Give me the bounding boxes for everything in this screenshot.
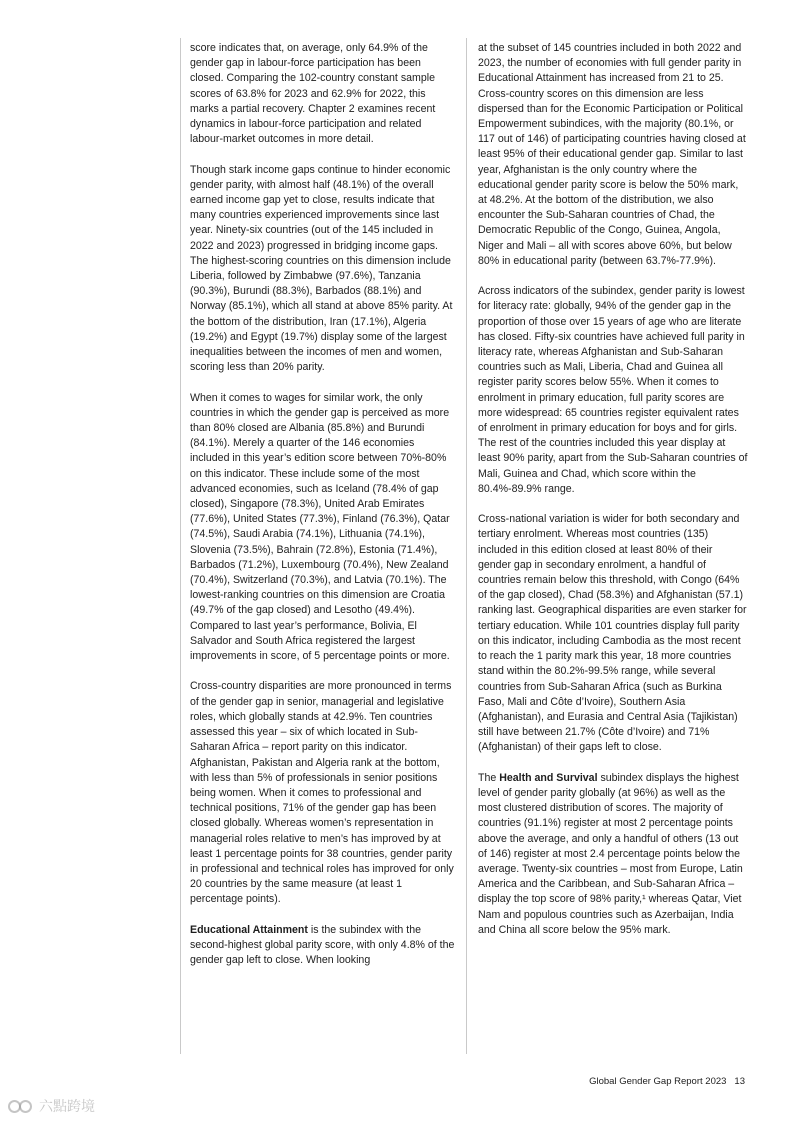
- educational-attainment-heading: Educational Attainment: [190, 923, 308, 936]
- health-survival-heading: Health and Survival: [499, 771, 598, 784]
- paragraph-text: is the subindex with the second-highest global parity score, with only 4.8% of the gender gap left to close. When looking: [190, 923, 455, 967]
- report-title: Global Gender Gap Report 2023: [589, 1076, 727, 1087]
- paragraph-text: The: [478, 771, 500, 784]
- paragraph: Across indicators of the subindex, gender parity is lowest for literacy rate: globally, 94% of the gender gap in the proportion of those over 15 years of age who are literate has closed. Fifty-six countries have achieved full parity in literacy rate, whereas Afghanistan and Sub-Saharan countries such as Mali, Liberia, Chad and Guinea all register parity scores below 55%. When it comes to enrolment in primary education, full parity scores are more widespread: 65 countries register equivalent rates of enrolment in primary education for boys and for girls. The rest of the countries included this year display at least 90% parity, apart from the Sub-Saharan countries of Mali, Guinea and Chad, which score within the 80.4%-89.9% range.: [478, 285, 748, 495]
- watermark-text: 六點跨境: [39, 1099, 95, 1115]
- watermark: [8, 1096, 95, 1116]
- paragraph: When it comes to wages for similar work, the only countries in which the gender gap is perceived as more than 80% closed are Albania (85.8%) and Burundi (84.1%). Merely a quarter of the 146 economies included in this year’s edition score between 70%-80% on this indicator. These include some of the most advanced economies, such as Iceland (78.4% of gap closed), Singapore (78.3%), United Arab Emirates (77.6%), United States (77.3%), Finland (76.3%), Qatar (74.5%), Saudi Arabia (74.1%), Lithuania (74.1%), Slovenia (73.5%), Bahrain (72.8%), Estonia (71.4%), Barbados (71.2%), Luxembourg (70.4%), New Zealand (70.4%), Switzerland (70.3%), and Latvia (70.1%). The lowest-ranking countries on this dimension are Croatia (49.7% of the gap closed) and Lesotho (49.4%). Compared to last year’s performance, Bolivia, El Salvador and South Africa registered the largest improvements in score, of 5 percentage points or more.: [190, 391, 450, 663]
- paragraph: Cross-country disparities are more pronounced in terms of the gender gap in senior, managerial and legislative roles, which globally stands at 42.9%. Ten countries assessed this year – six of which located in Sub-Saharan Africa – report parity on this indicator. Afghanistan, Pakistan and Algeria rank at the bottom, with less than 5% of professionals in senior positions being women. When it comes to professional and technical positions, 71% of the gender gap has been closed globally. Whereas women’s representation in managerial roles relative to men’s has improved by at least 1 percentage points for 38 countries, gender parity in professional and technical roles has improved for only 20 countries by the same measure (at least 1 percentage points).: [190, 680, 454, 906]
- paragraph: [478, 771, 748, 938]
- left-column: [190, 41, 456, 984]
- paragraph-text: subindex displays the highest level of gender parity globally (at 96%) as well as the most clustered distribution of scores. The majority of countries (91.1%) register at most 2 percentage points above the average, and only a handful of others (13 out of 146) register at most 2.4 percentage points below the average. Twenty-six countries – most from Europe, Latin America and the Caribbean, and Sub-Saharan Africa – display the top score of 98% parity,¹ whereas Qatar, Viet Nam and populous countries such as Azerbaijan, India and China all score below the 95% mark.: [478, 771, 743, 936]
- paragraph: Cross-national variation is wider for both secondary and tertiary enrolment. Whereas most countries (135) included in this edition closed at least 80% of their gender gap in secondary enrolment, a handful of countries remain below this threshold, with Congo (64% of the gap closed), Chad (58.3%) and Afghanistan (57.1) ranking last. Geographical disparities are even starker for tertiary education. While 101 countries display full parity on this indicator, including Cambodia as the most recent to reach the 1 parity mark this year, 18 more countries stand within the 80.2%-99.5% range, while several countries from Sub-Saharan Africa (such as Burkina Faso, Mali and Côte d’Ivoire), Southern Asia (Afghanistan), and Eurasia and Central Asia (Tajikistan) still have between 21.7% (Côte d’Ivoire) and 71% (Afghanistan) of their gaps left to close.: [478, 513, 747, 754]
- page-number: 13: [734, 1076, 745, 1087]
- page-footer: [589, 1076, 745, 1087]
- column-divider: [466, 38, 467, 1054]
- left-divider: [180, 38, 181, 1054]
- right-column: [478, 41, 748, 953]
- watermark-logo-icon: [8, 1098, 34, 1114]
- paragraph: [190, 923, 456, 969]
- paragraph: score indicates that, on average, only 64.9% of the gender gap in labour-force participation has been closed. Comparing the 102-country constant sample scores of 63.8% for 2023 and 62.9% for 2022, this marks a partial recovery. Chapter 2 examines recent dynamics in labour-force participation and related labour-market outcomes in more detail.: [190, 42, 436, 146]
- paragraph: at the subset of 145 countries included in both 2022 and 2023, the number of economies with full gender parity in Educational Attainment has increased from 21 to 25. Cross-country scores on this dimension are less dispersed than for the Economic Participation or Political Empowerment subindices, with the majority (80.1%, or 117 out of 146) of participating countries having closed at least 95% of their educational gender gap. Similar to last year, Afghanistan is the only country where the educational gender parity score is below the 50% mark, at 48.2%. At the bottom of the distribution, we also encounter the Sub-Saharan countries of Chad, the Democratic Republic of the Congo, Guinea, Angola, Niger and Mali – all with scores above 60%, but below 80% in educational parity (between 63.7%-77.9%).: [478, 42, 746, 267]
- paragraph: Though stark income gaps continue to hinder economic gender parity, with almost half (48.1%) of the overall earned income gap yet to close, results indicate that many countries experienced improvements since last year. Ninety-six countries (out of the 145 included in 2022 and 2023) progressed in bridging income gaps. The highest-scoring countries on this dimension include Liberia, followed by Zimbabwe (97.6%), Tanzania (90.3%), Burundi (88.3%), Barbados (88.1%) and Norway (85.1%), which all stand at above 85% parity. At the bottom of the distribution, Iran (17.1%), Algeria (19.2%) and Egypt (19.7%) display some of the largest inequalities between the incomes of men and women, scoring less than 20% parity.: [190, 163, 453, 374]
